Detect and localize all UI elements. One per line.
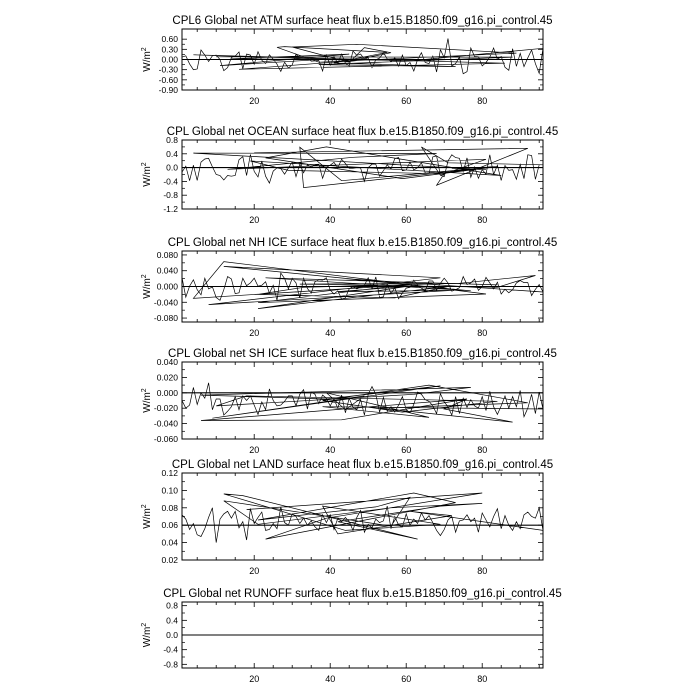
x-tick-label: 20 [249, 445, 260, 455]
y-tick-label: 0.020 [156, 372, 178, 383]
x-tick-label: 40 [325, 96, 336, 106]
y-tick-label: 0.4 [166, 615, 178, 626]
x-tick-label: 40 [325, 328, 336, 338]
y-tick-label: -0.040 [153, 297, 178, 308]
y-axis-label-superscript: 2 [141, 47, 148, 52]
x-tick-label: 80 [477, 96, 488, 106]
y-axis-label-superscript: 2 [141, 504, 148, 509]
y-tick-label: -0.8 [163, 659, 178, 670]
y-tick-label: 0.000 [156, 281, 178, 292]
y-tick-label: 0.4 [166, 148, 178, 159]
panel-title: CPL Global net RUNOFF surface heat flux b.e15.B1850.f09_g16.pi_control.45 [163, 588, 562, 600]
y-tick-label: -0.60 [158, 74, 178, 85]
x-tick-label: 60 [401, 445, 412, 455]
x-tick-label: 60 [401, 328, 412, 338]
x-tick-label: 60 [401, 96, 412, 106]
y-tick-label: 0.0 [166, 630, 178, 640]
y-tick-label: -0.30 [158, 64, 178, 75]
y-tick-label: -0.040 [153, 418, 178, 429]
y-axis-label-unit: W/m [142, 392, 153, 413]
y-tick-label: 0.8 [166, 600, 178, 611]
y-tick-label: -0.080 [153, 313, 178, 324]
x-tick-label: 40 [325, 674, 336, 684]
x-tick-label: 20 [249, 566, 260, 576]
x-tick-label: 80 [477, 674, 488, 684]
x-tick-label: 20 [249, 96, 260, 106]
x-tick-label: 20 [249, 328, 260, 338]
y-tick-label: 0.12 [161, 468, 178, 478]
y-axis-label-superscript: 2 [141, 622, 148, 627]
y-tick-label: 0.04 [161, 537, 178, 548]
y-tick-label: 0.08 [161, 502, 178, 513]
panel-title: CPL Global net NH ICE surface heat flux b.e15.B1850.f09_g16.pi_control.45 [167, 237, 558, 249]
y-axis-label-unit: W/m [142, 278, 153, 299]
y-tick-label: 0.02 [161, 555, 178, 565]
x-tick-label: 60 [401, 674, 412, 684]
y-tick-label: 0.080 [156, 249, 178, 260]
y-tick-label: -1.2 [163, 204, 178, 214]
x-tick-label: 80 [477, 566, 488, 576]
y-axis-label-unit: W/m [142, 626, 153, 648]
panel-title: CPL Global net OCEAN surface heat flux b.e15.B1850.f09_g16.pi_control.45 [166, 126, 559, 138]
x-tick-label: 40 [325, 445, 336, 455]
x-tick-label: 80 [477, 445, 488, 455]
y-tick-label: -0.4 [163, 644, 178, 655]
y-tick-label: 0.30 [161, 44, 178, 55]
y-axis-label-unit: W/m [142, 508, 153, 529]
y-tick-label: 0.10 [161, 485, 178, 496]
y-axis-label-superscript: 2 [141, 274, 148, 279]
y-tick-label: 0.8 [166, 135, 178, 145]
x-tick-label: 40 [325, 215, 336, 225]
x-tick-label: 80 [477, 328, 488, 338]
x-tick-label: 20 [249, 674, 260, 684]
y-axis-label-superscript: 2 [141, 388, 148, 393]
panel-title: CPL6 Global net ATM surface heat flux b.e15.B1850.f09_g16.pi_control.45 [172, 15, 553, 27]
y-tick-label: 0.06 [161, 520, 178, 531]
y-tick-label: 0.040 [156, 265, 178, 276]
y-tick-label: 0.60 [161, 34, 178, 45]
x-tick-label: 60 [401, 215, 412, 225]
y-tick-label: -0.020 [153, 403, 178, 414]
y-tick-label: -0.90 [158, 85, 178, 95]
y-tick-label: -0.060 [153, 434, 178, 444]
y-tick-label: -0.4 [163, 176, 178, 187]
panel-title: CPL Global net SH ICE surface heat flux b.e15.B1850.f09_g16.pi_control.45 [168, 348, 557, 360]
y-tick-label: 0.00 [161, 54, 178, 65]
panel-title: CPL Global net LAND surface heat flux b.e15.B1850.f09_g16.pi_control.45 [171, 459, 554, 471]
y-tick-label: 0.000 [156, 387, 178, 398]
y-axis-label-unit: W/m [142, 51, 153, 72]
x-tick-label: 40 [325, 566, 336, 576]
y-axis-label-unit: W/m [142, 166, 153, 187]
y-axis-label-superscript: 2 [141, 162, 148, 167]
y-tick-label: -0.8 [163, 190, 178, 201]
x-tick-label: 80 [477, 215, 488, 225]
y-tick-label: 0.0 [166, 162, 178, 173]
y-tick-label: 0.040 [156, 357, 178, 367]
x-tick-label: 20 [249, 215, 260, 225]
x-tick-label: 60 [401, 566, 412, 576]
